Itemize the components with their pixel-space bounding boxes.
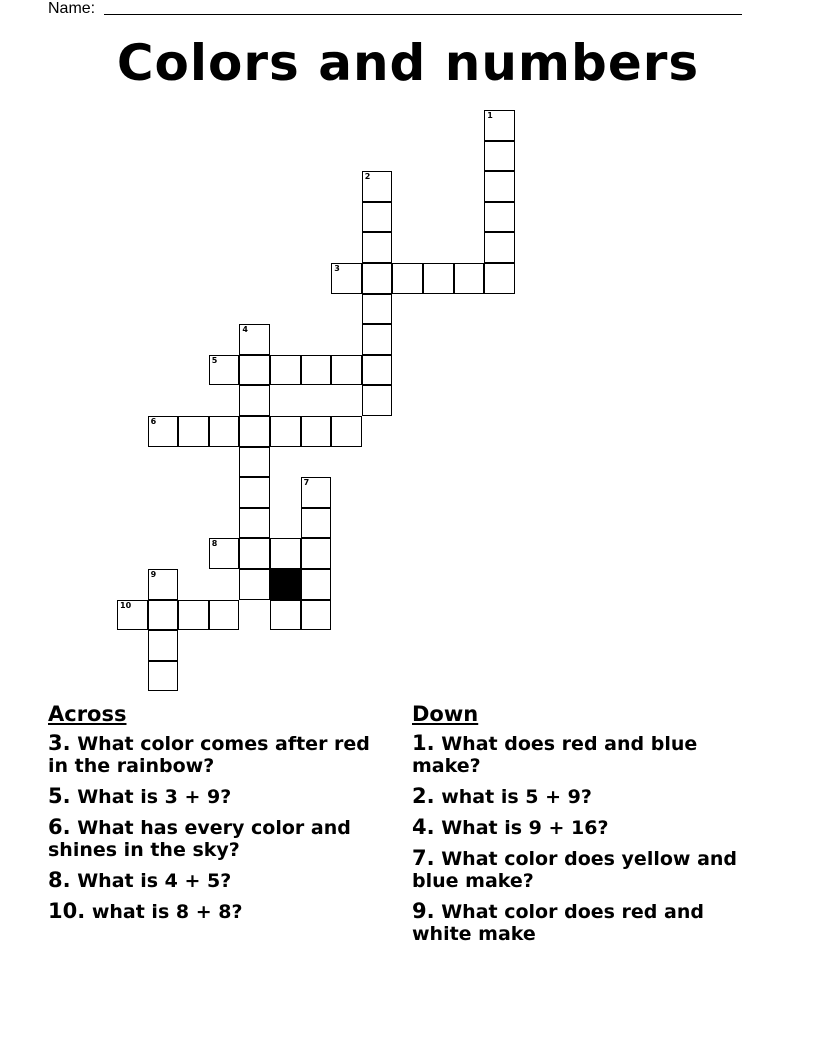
clue-item	[48, 869, 388, 892]
grid-cell[interactable]	[239, 324, 270, 355]
grid-cell[interactable]	[270, 538, 301, 569]
grid-cell[interactable]	[484, 171, 515, 202]
grid-cell[interactable]	[209, 600, 240, 631]
cell-number: 7	[303, 478, 310, 488]
grid-cell[interactable]	[484, 263, 515, 294]
blocked-cell	[270, 569, 301, 600]
grid-cell[interactable]	[362, 355, 393, 386]
clue-text: what is 5 + 9?	[441, 786, 592, 808]
clue-number: 3.	[48, 731, 71, 755]
grid-cell[interactable]	[362, 171, 393, 202]
grid-cell[interactable]	[148, 600, 179, 631]
grid-cell[interactable]	[484, 232, 515, 263]
cell-number: 5	[211, 355, 218, 365]
grid-cell[interactable]	[239, 416, 270, 447]
grid-cell[interactable]	[362, 385, 393, 416]
clue-text: What has every color and shines in the sky?	[48, 817, 351, 861]
clue-item	[48, 785, 388, 808]
grid-cell[interactable]	[301, 355, 332, 386]
grid-cell[interactable]	[117, 600, 148, 631]
grid-cell[interactable]	[362, 294, 393, 325]
grid-cell[interactable]	[270, 416, 301, 447]
clue-item	[48, 900, 388, 923]
grid-cell[interactable]	[331, 416, 362, 447]
grid-cell[interactable]	[209, 355, 240, 386]
clue-text: What does red and blue make?	[412, 733, 698, 777]
grid-cell[interactable]	[301, 416, 332, 447]
clue-text: What color does yellow and blue make?	[412, 848, 738, 892]
grid-cell[interactable]	[148, 416, 179, 447]
clue-text: what is 8 + 8?	[91, 901, 243, 923]
grid-cell[interactable]	[362, 202, 393, 233]
clue-number: 2.	[412, 784, 435, 808]
clue-item	[412, 847, 752, 892]
grid-cell[interactable]	[392, 263, 423, 294]
grid-cell[interactable]	[209, 416, 240, 447]
grid-cell[interactable]	[331, 355, 362, 386]
clue-number: 6.	[48, 815, 71, 839]
clue-text: What is 9 + 16?	[441, 817, 609, 839]
cell-number: 8	[211, 539, 218, 549]
grid-cell[interactable]	[301, 508, 332, 539]
clue-number: 7.	[412, 846, 435, 870]
clue-number: 4.	[412, 815, 435, 839]
grid-cell[interactable]	[178, 416, 209, 447]
cell-number: 3	[334, 264, 340, 273]
clue-item	[48, 816, 388, 861]
grid-cell[interactable]	[148, 661, 179, 692]
cell-number: 1	[487, 111, 493, 120]
across-heading: Across	[48, 702, 127, 726]
clue-item	[412, 900, 752, 945]
clue-item	[48, 732, 388, 777]
cell-number: 6	[150, 417, 157, 426]
grid-cell[interactable]	[484, 202, 515, 233]
clue-item	[412, 816, 752, 839]
grid-cell[interactable]	[301, 600, 332, 631]
page-title: Colors and numbers	[116, 34, 700, 92]
grid-cell[interactable]	[239, 447, 270, 478]
clue-item	[412, 785, 752, 808]
grid-cell[interactable]	[301, 569, 332, 600]
name-label: Name:	[48, 0, 96, 17]
grid-cell[interactable]	[239, 477, 270, 508]
grid-cell[interactable]	[239, 508, 270, 539]
clue-number: 10.	[48, 899, 86, 923]
clue-number: 1.	[412, 731, 435, 755]
clue-number: 5.	[48, 784, 71, 808]
grid-cell[interactable]	[209, 538, 240, 569]
grid-cell[interactable]	[484, 110, 515, 141]
cell-number: 4	[242, 325, 248, 335]
grid-cell[interactable]	[362, 324, 393, 355]
grid-cell[interactable]	[362, 263, 393, 294]
clue-number: 9.	[412, 899, 435, 923]
cell-number: 9	[150, 570, 157, 579]
grid-cell[interactable]	[239, 355, 270, 386]
grid-cell[interactable]	[270, 355, 301, 386]
cell-number: 10	[120, 600, 132, 610]
grid-cell[interactable]	[301, 538, 332, 569]
clue-text: What is 4 + 5?	[77, 870, 232, 892]
grid-cell[interactable]	[423, 263, 454, 294]
grid-cell[interactable]	[148, 630, 179, 661]
grid-cell[interactable]	[239, 385, 270, 416]
grid-cell[interactable]	[239, 569, 270, 600]
grid-cell[interactable]	[454, 263, 485, 294]
grid-cell[interactable]	[331, 263, 362, 294]
clue-number: 8.	[48, 868, 71, 892]
grid-cell[interactable]	[178, 600, 209, 631]
clue-item	[412, 732, 752, 777]
across-clues	[48, 702, 388, 931]
cell-number: 2	[364, 172, 371, 182]
down-clues	[412, 702, 752, 953]
down-heading: Down	[412, 702, 479, 726]
clue-text: What color does red and white make	[412, 901, 704, 945]
grid-cell[interactable]	[484, 141, 515, 172]
grid-cell[interactable]	[362, 232, 393, 263]
clue-text: What is 3 + 9?	[77, 786, 232, 808]
grid-cell[interactable]	[301, 477, 332, 508]
grid-cell[interactable]	[270, 600, 301, 631]
clue-text: What color comes after red in the rainbow?	[48, 733, 370, 777]
grid-cell[interactable]	[239, 538, 270, 569]
grid-cell[interactable]	[148, 569, 179, 600]
